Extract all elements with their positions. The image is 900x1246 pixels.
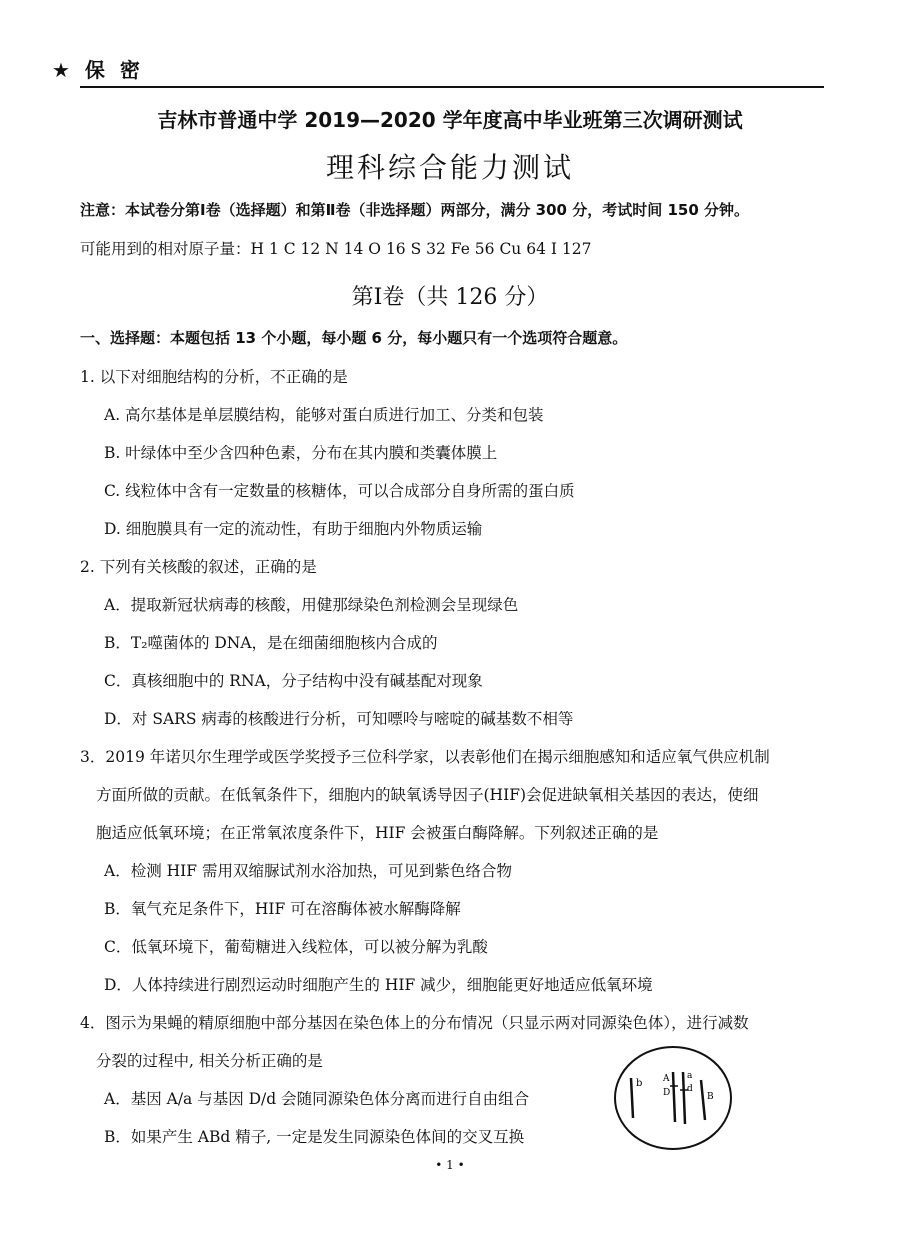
chromosome-3 (683, 1072, 685, 1124)
exam-title: 吉林市普通中学 2019—2020 学年度高中毕业班第三次调研测试 (157, 108, 743, 132)
header-rule (80, 86, 824, 88)
question-2-option-d: D．对 SARS 病毒的核酸进行分析，可知嘌呤与嘧啶的碱基数不相等 (104, 710, 574, 728)
question-4-stem-line-1: 4．图示为果蝇的精原细胞中部分基因在染色体上的分布情况（只显示两对同源染色体），进行减数 (80, 1014, 749, 1032)
section-title: 第Ⅰ卷（共 126 分） (351, 285, 549, 310)
question-3-stem-line-1: 3．2019 年诺贝尔生理学或医学奖授予三位科学家，以表彰他们在揭示细胞感知和适应氧气供应机制 (80, 748, 770, 766)
gene-label-b-upper: B (707, 1092, 714, 1102)
question-3-stem-line-3: 胞适应低氧环境；在正常氧浓度条件下，HIF 会被蛋白酶降解。下列叙述正确的是 (96, 824, 659, 842)
question-2-option-b: B．T₂噬菌体的 DNA，是在细菌细胞核内合成的 (104, 634, 438, 652)
question-2-option-a: A．提取新冠状病毒的核酸，用健那绿染色剂检测会呈现绿色 (104, 596, 519, 614)
question-3-option-d: D．人体持续进行剧烈运动时细胞产生的 HIF 减少，细胞能更好地适应低氧环境 (104, 976, 653, 994)
exam-notice: 注意：本试卷分第Ⅰ卷（选择题）和第Ⅱ卷（非选择题）两部分，满分 300 分，考试时间 150 分钟。 (80, 201, 749, 219)
question-1-option-a: A. 高尔基体是单层膜结构，能够对蛋白质进行加工、分类和包装 (104, 406, 544, 424)
chromosome-figure (611, 1044, 735, 1152)
question-4-option-b: B．如果产生 ABd 精子, 一定是发生同源染色体间的交叉互换 (104, 1128, 525, 1146)
gene-label-a-upper: A (663, 1074, 670, 1084)
chromosome-2 (673, 1072, 675, 1122)
section-instruction: 一、选择题：本题包括 13 个小题，每小题 6 分，每小题只有一个选项符合题意。 (80, 329, 628, 347)
question-4-option-a: A．基因 A/a 与基因 D/d 会随同源染色体分离而进行自由组合 (104, 1090, 530, 1108)
gene-label-d-upper: D (663, 1088, 671, 1098)
question-2-stem: 2. 下列有关核酸的叙述，正确的是 (80, 558, 317, 576)
gene-label-d-lower: d (687, 1084, 693, 1094)
page-number: • 1 • (435, 1158, 465, 1172)
question-3-stem-line-2: 方面所做的贡献。在低氧条件下，细胞内的缺氧诱导因子(HIF)会促进缺氧相关基因的表达，使细 (96, 786, 759, 804)
question-3-option-a: A．检测 HIF 需用双缩脲试剂水浴加热，可见到紫色络合物 (104, 862, 512, 880)
question-3-option-b: B．氧气充足条件下，HIF 可在溶酶体被水解酶降解 (104, 900, 461, 918)
gene-label-b-lower: b (636, 1078, 643, 1089)
question-4-stem-line-2: 分裂的过程中, 相关分析正确的是 (96, 1052, 323, 1070)
chromosome-1 (631, 1078, 633, 1118)
atomic-mass-line: 可能用到的相对原子量：H 1 C 12 N 14 O 16 S 32 Fe 56 Cu 64 I 127 (80, 240, 592, 258)
question-1-option-c: C. 线粒体中含有一定数量的核糖体，可以合成部分自身所需的蛋白质 (104, 482, 575, 500)
exam-subtitle: 理科综合能力测试 (325, 151, 574, 184)
gene-label-a-lower: a (687, 1071, 693, 1081)
confidential-mark: ★ 保 密 (52, 58, 144, 82)
question-1-option-b: B. 叶绿体中至少含四种色素，分布在其内膜和类囊体膜上 (104, 444, 498, 462)
question-1-option-d: D. 细胞膜具有一定的流动性，有助于细胞内外物质运输 (104, 520, 483, 538)
question-1-stem: 1. 以下对细胞结构的分析，不正确的是 (80, 368, 348, 386)
question-3-option-c: C．低氧环境下，葡萄糖进入线粒体，可以被分解为乳酸 (104, 938, 488, 956)
question-2-option-c: C．真核细胞中的 RNA，分子结构中没有碱基配对现象 (104, 672, 483, 690)
chromosome-4 (701, 1080, 705, 1120)
